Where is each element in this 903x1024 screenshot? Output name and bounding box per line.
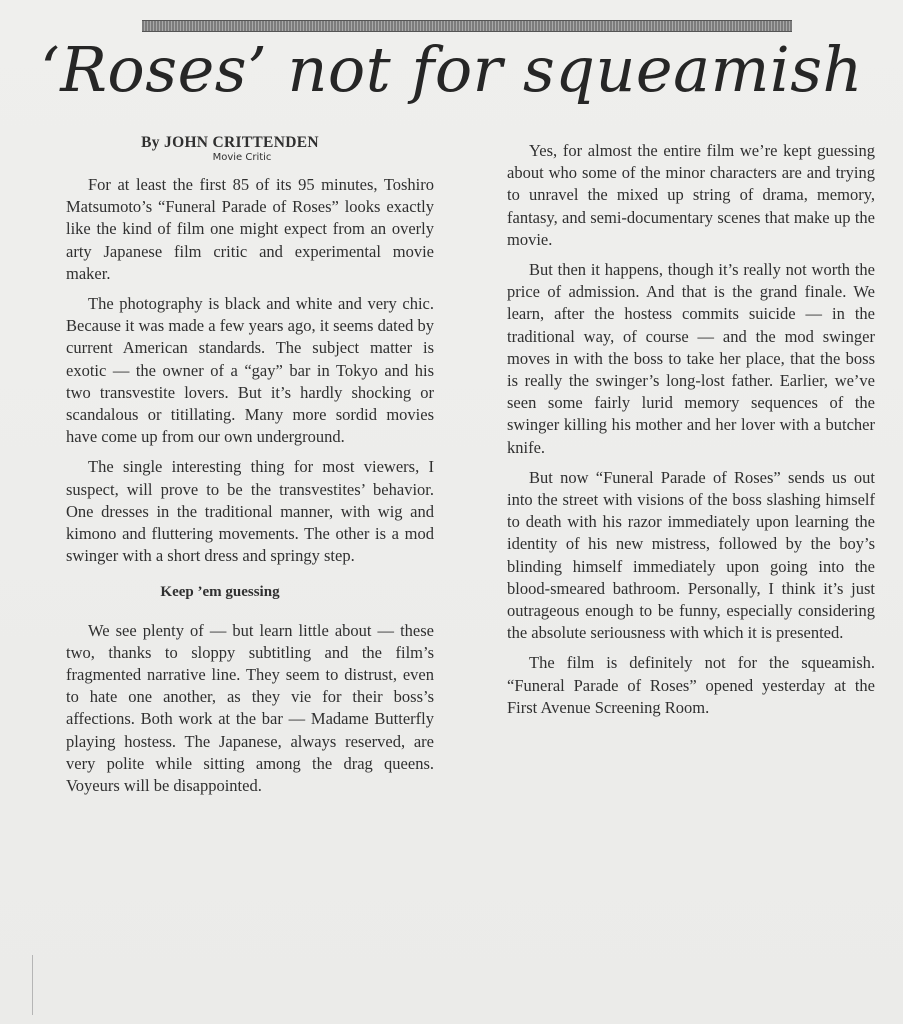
subhead: Keep ’em guessing (160, 584, 280, 601)
byline: By JOHN CRITTENDEN (141, 134, 319, 151)
paragraph: But now “Funeral Parade of Roses” sends us out into the street with visions of the boss slashing himself to death with his razor immediately upon learning the identity of his new mistress, followed by the boy’s blinding himself immediately upon going into the blood-smeared bathroom. Personally, I think it’s just outrageous enough to be funny, especially considering the absolute seriousness with which it is presented. (507, 467, 875, 643)
headline: ‘Roses’ not for squeamish (40, 33, 863, 106)
margin-mark (32, 955, 33, 1015)
paragraph: But then it happens, though it’s really not worth the price of admission. And that is the grand finale. We learn, after the hostess commits suicide — in the traditional way, of course — and the mod swinger moves in with the boss to take her place, that the boss is really the swinger’s long-lost father. Earlier, we’ve seen some fairly lurid memory sequences of the swinger killing his mother and her lover with a butcher knife. (507, 260, 875, 457)
left-column (66, 134, 434, 805)
paragraph: For at least the first 85 of its 95 minutes, Toshiro Matsumoto’s “Funeral Parade of Roses” looks exactly like the kind of film one might expect from an overly arty Japanese film critic and experimental movie maker. (66, 175, 434, 283)
right-column (507, 140, 875, 727)
paragraph: The single interesting thing for most viewers, I suspect, will prove to be the transvestites’ behavior. One dresses in the traditional manner, with wig and kimono and fluttering movements. The other is a mod swinger with a short dress and springy step. (66, 457, 434, 566)
paragraph: The photography is black and white and very chic. Because it was made a few years ago, it seems dated by current American standards. The subject matter is exotic — the owner of a “gay” bar in Tokyo and his two transvestite lovers. But it’s hardly shocking or scandalous or titillating. Many more sordid movies have come up from our own underground. (66, 294, 434, 447)
author-role: Movie Critic (212, 152, 272, 163)
paragraph: We see plenty of — but learn little about — these two, thanks to sloppy subtitling and the film’s fragmented narrative line. They seem to distrust, even to hate one another, as they vie for their boss’s affections. Both work at the bar — Madame Butterfly playing hostess. The Japanese, always reserved, are very polite while sitting among the drag queens. Voyeurs will be disappointed. (66, 620, 434, 796)
paragraph: Yes, for almost the entire film we’re kept guessing about who some of the minor characters are and trying to unravel the mixed up string of drama, memory, fantasy, and semi-documentary scenes that make up the movie. (507, 141, 875, 249)
paragraph: The film is definitely not for the squeamish. “Funeral Parade of Roses” opened yesterday at the First Avenue Screening Room. (507, 653, 875, 717)
